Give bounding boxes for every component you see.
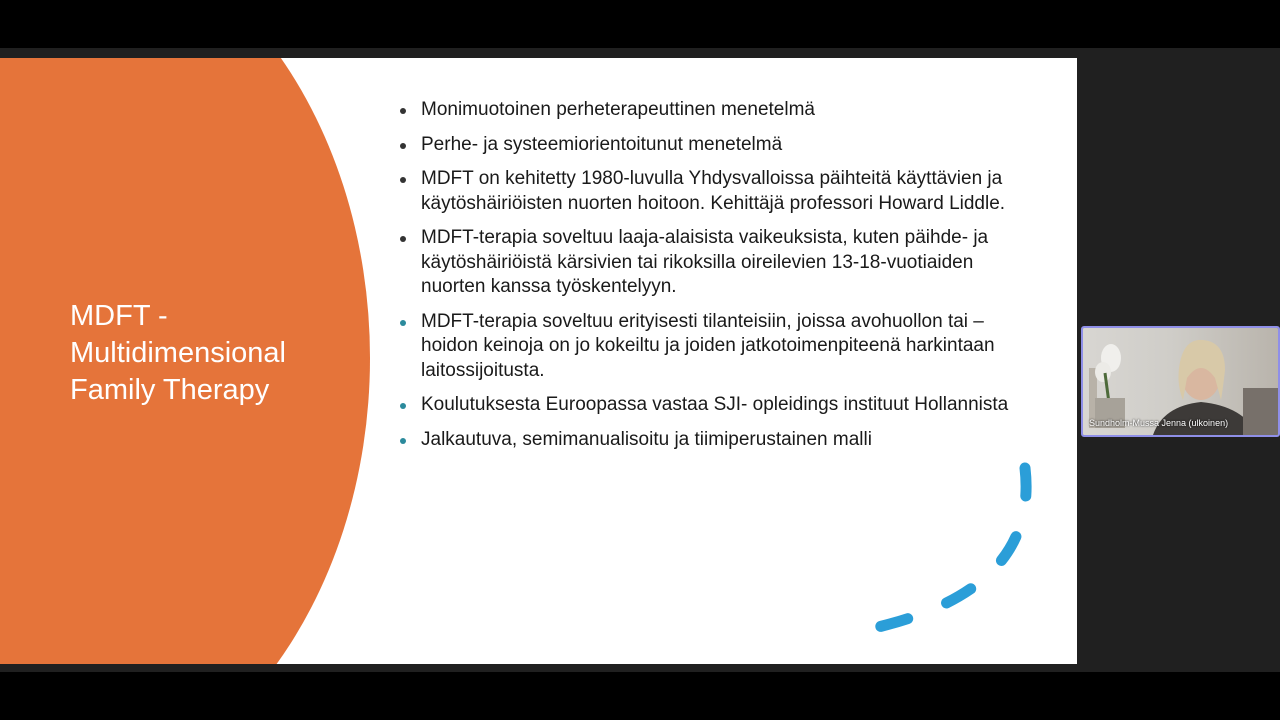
bullet-dot-icon — [400, 236, 406, 242]
bullet-item — [398, 167, 1038, 216]
bullet-item — [398, 428, 1038, 453]
bullet-dot-icon — [400, 177, 406, 183]
bullet-item — [398, 393, 1038, 418]
bullet-text: MDFT on kehitetty 1980-luvulla Yhdysvalloissa päihteitä käyttävien ja käytöshäiriöisten nuorten hoitoon. Kehittäjä professori Howard Liddle. — [421, 168, 1006, 214]
bullet-dot-icon — [400, 438, 406, 444]
participant-video-tile[interactable] — [1081, 326, 1280, 437]
bullet-text: Jalkautuva, semimanualisoitu ja tiimiperustainen malli — [421, 428, 872, 450]
dashed-arc-decoration — [830, 458, 1050, 658]
bullet-dot-icon — [400, 108, 406, 114]
bullet-item — [398, 98, 1038, 123]
bullet-list — [398, 98, 1038, 462]
slide-title-line: Family Therapy — [70, 374, 270, 406]
bullet-item — [398, 310, 1038, 384]
bullet-dot-icon — [400, 320, 406, 326]
bullet-text: Monimuotoinen perheterapeuttinen menetelmä — [421, 99, 815, 120]
bullet-item — [398, 226, 1038, 300]
bullet-text: Koulutuksesta Euroopassa vastaa SJI- opleidings instituut Hollannista — [421, 394, 1009, 415]
bullet-text: Perhe- ja systeemiorientoitunut menetelmä — [421, 133, 783, 155]
slide-title-line: Multidimensional — [70, 337, 286, 369]
participant-name-label: Sundholm-Mussa Jenna (ulkoinen) — [1089, 418, 1229, 428]
bullet-dot-icon — [400, 143, 406, 149]
bullet-dot-icon — [400, 403, 406, 409]
slide-title-line: MDFT - — [70, 300, 168, 332]
bullet-item — [398, 133, 1038, 158]
slide-title — [70, 298, 360, 409]
bullet-text: MDFT-terapia soveltuu erityisesti tilanteisiin, joissa avohuollon tai –hoidon keinoja on jo kokeiltu ja joiden jatkotoimenpiteenä harkintaan laitossijoitusta. — [421, 310, 995, 381]
bullet-text: MDFT-terapia soveltuu laaja-alaisista vaikeuksista, kuten päihde- ja käytöshäiriöistä kärsivien tai rikoksilla oireilevien 13-18-vuotiaiden nuorten kanssa työskentelyyn. — [421, 227, 989, 297]
shared-slide — [0, 58, 1077, 664]
